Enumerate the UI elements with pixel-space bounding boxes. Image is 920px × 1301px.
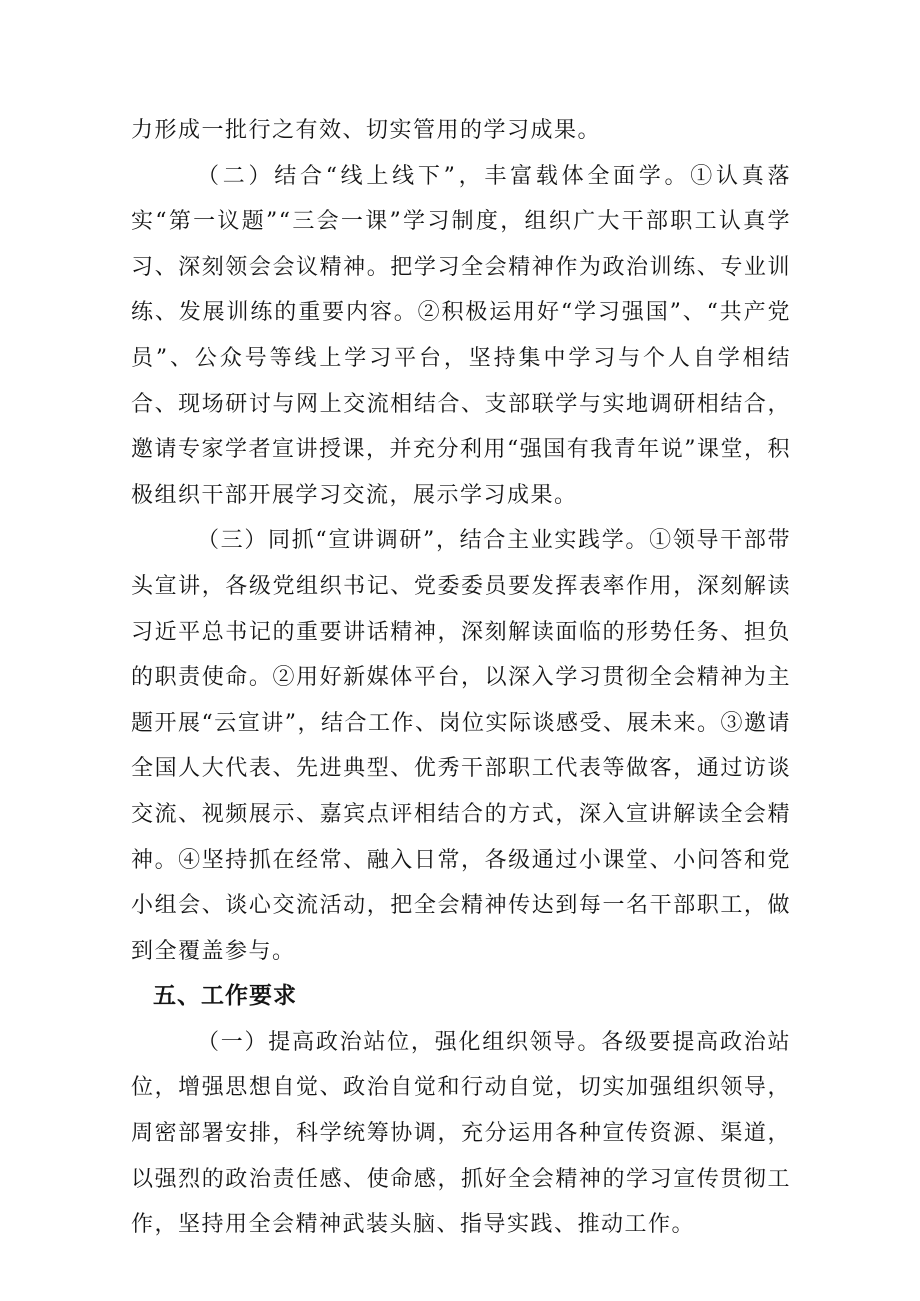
paragraph-lecture-research: （三）同抓“宣讲调研”，结合主业实践学。①领导干部带头宣讲，各级党组织书记、党委委员要发挥表率作用，深刻解读习近平总书记的重要讲话精神，深刻解读面临的形势任务、担负的职责使命。②用好新媒体平台，以深入学习贯彻全会精神为主题开展“云宣讲”，结合工作、岗位实际谈感受、展未来。③邀请全国人大代表、先进典型、优秀干部职工代表等做客，通过访谈交流、视频展示、嘉宾点评相结合的方式，深入宣讲解读全会精神。④坚持抓在经常、融入日常，各级通过小课堂、小问答和党小组会、谈心交流活动，把全会精神传达到每一名干部职工，做到全覆盖参与。 [131, 528, 791, 964]
paragraph-political-stance: （一）提高政治站位，强化组织领导。各级要提高政治站位，增强思想自觉、政治自觉和行动自觉，切实加强组织领导，周密部署安排，科学统筹协调，充分运用各种宣传资源、渠道，以强烈的政治责任感、使命感，抓好全会精神的学习宣传贯彻工作，坚持用全会精神武装头脑、指导实践、推动工作。 [131, 1029, 791, 1238]
document-body [131, 108, 791, 1248]
paragraph-continuation: 力形成一批行之有效、切实管用的学习成果。 [131, 118, 602, 143]
paragraph-online-offline: （二）结合“线上线下”，丰富载体全面学。①认真落实“第一议题”“三会一课”学习制度，组织广大干部职工认真学习、深刻领会会议精神。把学习全会精神作为政治训练、专业训练、发展训练的重要内容。②积极运用好“学习强国”、“共产党员”、公众号等线上学习平台，坚持集中学习与个人自学相结合、现场研讨与网上交流相结合、支部联学与实地调研相结合，邀请专家学者宣讲授课，并充分利用“强国有我青年说”课堂，积极组织干部开展学习交流，展示学习成果。 [131, 163, 791, 508]
section-heading: 五、工作要求 [153, 983, 297, 1010]
